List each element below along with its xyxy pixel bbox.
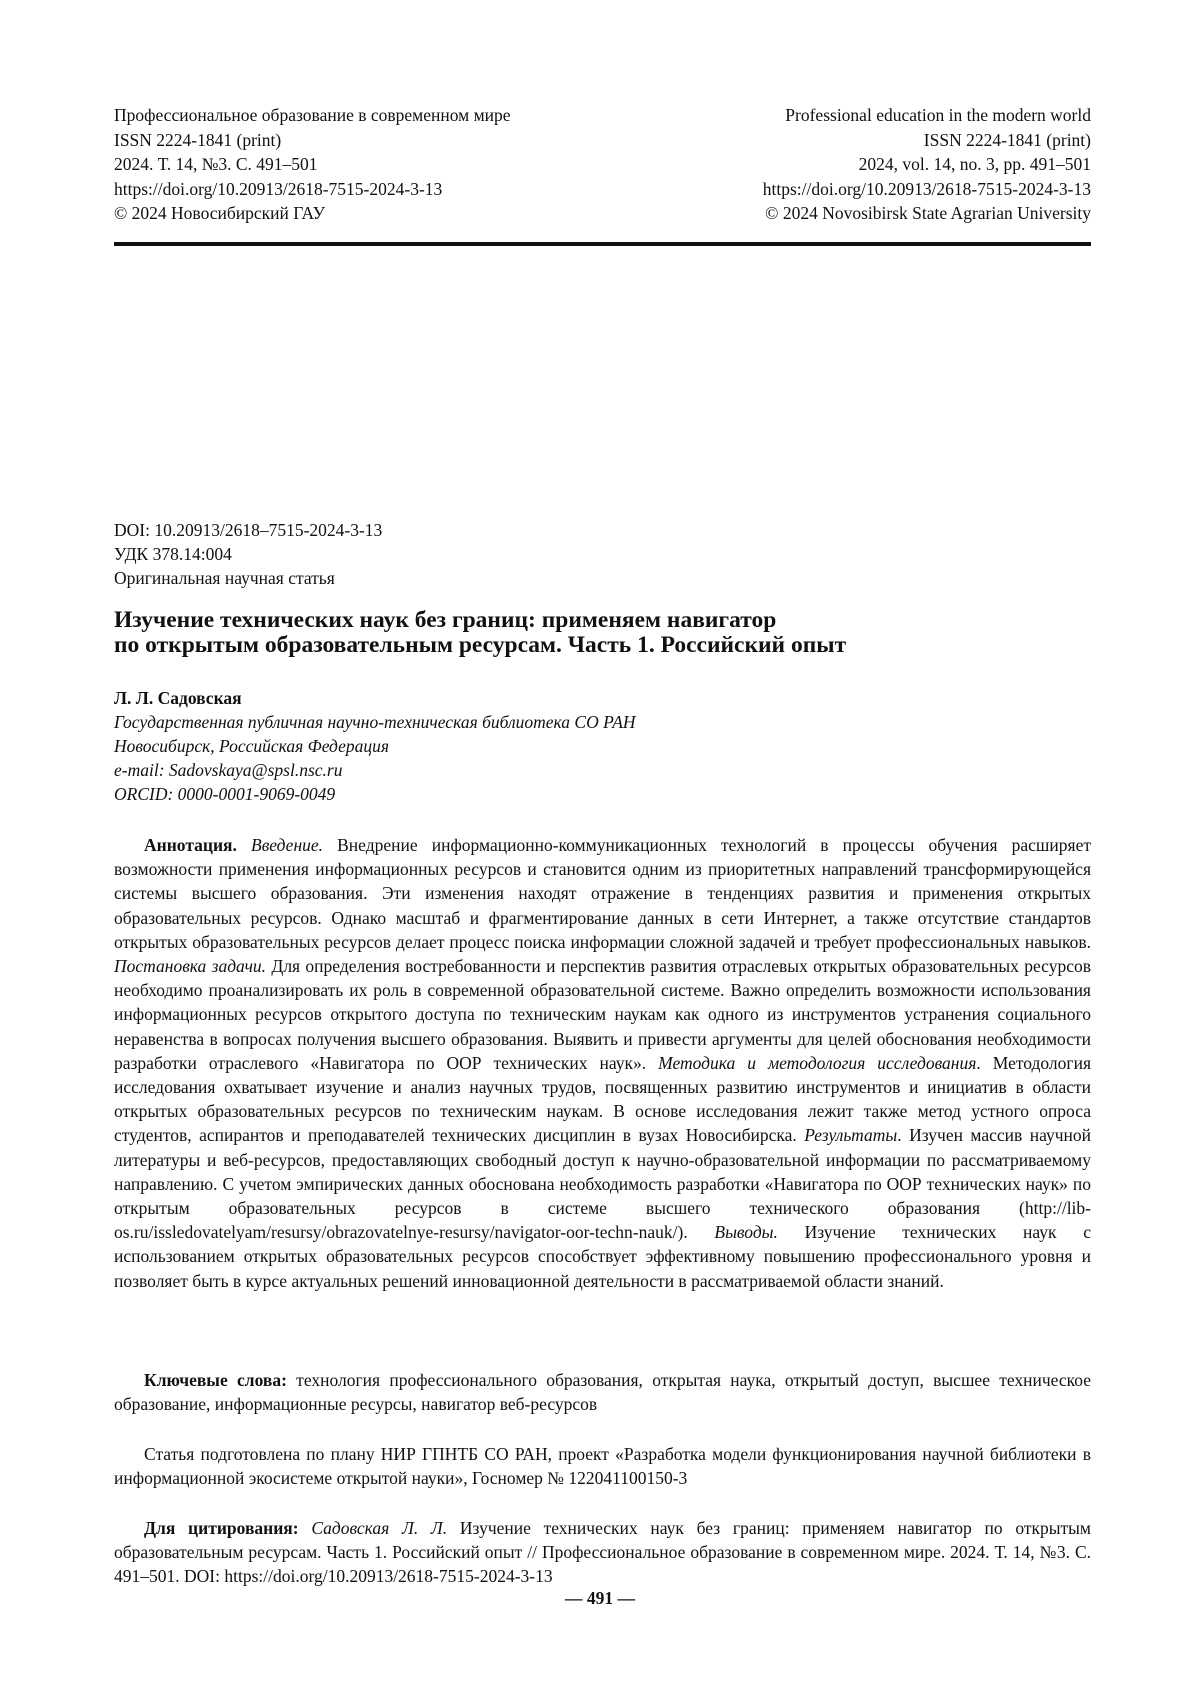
- article-meta: [114, 518, 382, 590]
- issn-ru: ISSN 2224-1841 (print): [114, 128, 511, 153]
- journal-title-ru: Профессиональное образование в современном мире: [114, 103, 511, 128]
- citation-author: Садовская Л. Л.: [299, 1518, 448, 1538]
- abstract-label: Аннотация.: [144, 835, 237, 855]
- header-russian: [114, 103, 511, 226]
- citation-label: Для цитирования:: [144, 1518, 299, 1538]
- article-doi: DOI: 10.20913/2618–7515-2024-3-13: [114, 518, 382, 542]
- copyright-en: © 2024 Novosibirsk State Agrarian University: [763, 201, 1091, 226]
- page-number: — 491 —: [0, 1588, 1200, 1609]
- copyright-ru: © 2024 Новосибирский ГАУ: [114, 201, 511, 226]
- abstract-method-text: . Методология исследования охватывает изучение и анализ научных трудов, посвященных развитию инструментов и инициатив в области открытых образовательных ресурсов по техническим наукам. В основе исследования лежит также метод устного опроса студентов, аспирантов и преподавателей технических дисциплин в вузах Новосибирска.: [114, 1053, 1091, 1146]
- article-udk: УДК 378.14:004: [114, 542, 382, 566]
- abstract-results-label: Результаты: [804, 1125, 897, 1145]
- author-affiliation: Государственная публичная научно-техническая библиотека СО РАН: [114, 710, 636, 734]
- keywords-paragraph: [114, 1368, 1091, 1416]
- author-name: Л. Л. Садовская: [114, 686, 636, 710]
- author-orcid: ORCID: 0000-0001-9069-0049: [114, 782, 636, 806]
- article-title-line-1: Изучение технических наук без границ: применяем навигатор: [114, 608, 1094, 633]
- keywords-text: технология профессионального образования, открытая наука, открытый доступ, высшее техническое образование, информационные ресурсы, навигатор веб-ресурсов: [114, 1370, 1091, 1414]
- doi-link-ru[interactable]: https://doi.org/10.20913/2618-7515-2024-3-13: [114, 177, 511, 202]
- citation-paragraph: [114, 1516, 1091, 1589]
- author-email[interactable]: e-mail: Sadovskaya@spsl.nsc.ru: [114, 758, 636, 782]
- abstract-problem-text: Для определения востребованности и перспектив развития отраслевых открытых образовательных ресурсов необходимо проанализировать их роль в современной образовательной системе. Важно определить возможности использования информационных ресурсов открытого доступа по техническим наукам как одного из инструментов устранения социального неравенства в вопросах получения высшего образования. Выявить и привести аргументы для целей обоснования необходимости разработки отраслевого «Навигатора по ООР технических наук».: [114, 956, 1091, 1073]
- issue-info-ru: 2024. Т. 14, №3. С. 491–501: [114, 152, 511, 177]
- abstract-intro-text: Внедрение информационно-коммуникационных технологий в процессы обучения расширяет возможности применения информационных ресурсов и становится одним из приоритетных направлений трансформирующейся системы высшего образования. Эти изменения находят отражение в тенденциях развития и применения открытых образовательных ресурсов. Однако масштаб и фрагментирование данных в сети Интернет, а также отсутствие стандартов открытых образовательных ресурсов делает процесс поиска информации сложной задачей и требует профессиональных навыков.: [114, 835, 1091, 952]
- abstract-problem-label: Постановка задачи.: [114, 956, 266, 976]
- citation-text: Изучение технических наук без границ: применяем навигатор по открытым образовательным ресурсам. Часть 1. Российский опыт // Профессиональное образование в современном мире. 2024. Т. 14, №3. С. 491–501. DOI: https://doi.org/10.20913/2618-7515-2024-3-13: [114, 1518, 1091, 1586]
- funding-paragraph: [114, 1442, 1091, 1490]
- funding-text: Статья подготовлена по плану НИР ГПНТБ СО РАН, проект «Разработка модели функционирования научной библиотеки в информационной экосистеме открытой науки», Госномер № 122041100150-3: [114, 1444, 1091, 1488]
- journal-title-en: Professional education in the modern world: [763, 103, 1091, 128]
- abstract-paragraph: [114, 833, 1091, 1293]
- article-title: [114, 608, 1094, 658]
- keywords-label: Ключевые слова:: [144, 1370, 287, 1390]
- abstract-intro-label: Введение.: [251, 835, 323, 855]
- abstract-results-text: . Изучен массив научной литературы и веб-ресурсов, предоставляющих свободный доступ к научно-образовательной информации по рассматриваемому направлению. С учетом эмпирических данных обоснована необходимость разработки «Навигатора по ООР технических наук» по открытым образовательных ресурсов в системе высшего технического образования (http://lib-os.ru/issledovatelyam/resursy/obrazovatelnye-resursy/navigator-oor-techn-nauk/).: [114, 1125, 1091, 1242]
- header-divider: [114, 242, 1091, 246]
- author-block: [114, 686, 636, 806]
- abstract-conclusions-text: Изучение технических наук с использованием открытых образовательных ресурсов способствует эффективному повышению профессионального уровня и позволяет быть в курсе актуальных решений инновационной деятельности в рассматриваемой области знаний.: [114, 1222, 1091, 1290]
- article-title-line-2: по открытым образовательным ресурсам. Часть 1. Российский опыт: [114, 633, 1094, 658]
- article-type: Оригинальная научная статья: [114, 566, 382, 590]
- issn-en: ISSN 2224-1841 (print): [763, 128, 1091, 153]
- abstract-conclusions-label: Выводы.: [714, 1222, 778, 1242]
- header-english: [763, 103, 1091, 226]
- abstract-method-label: Методика и методология исследования: [658, 1053, 976, 1073]
- author-location: Новосибирск, Российская Федерация: [114, 734, 636, 758]
- issue-info-en: 2024, vol. 14, no. 3, pp. 491–501: [763, 152, 1091, 177]
- doi-link-en[interactable]: https://doi.org/10.20913/2618-7515-2024-3-13: [763, 177, 1091, 202]
- journal-page: [0, 0, 1200, 1697]
